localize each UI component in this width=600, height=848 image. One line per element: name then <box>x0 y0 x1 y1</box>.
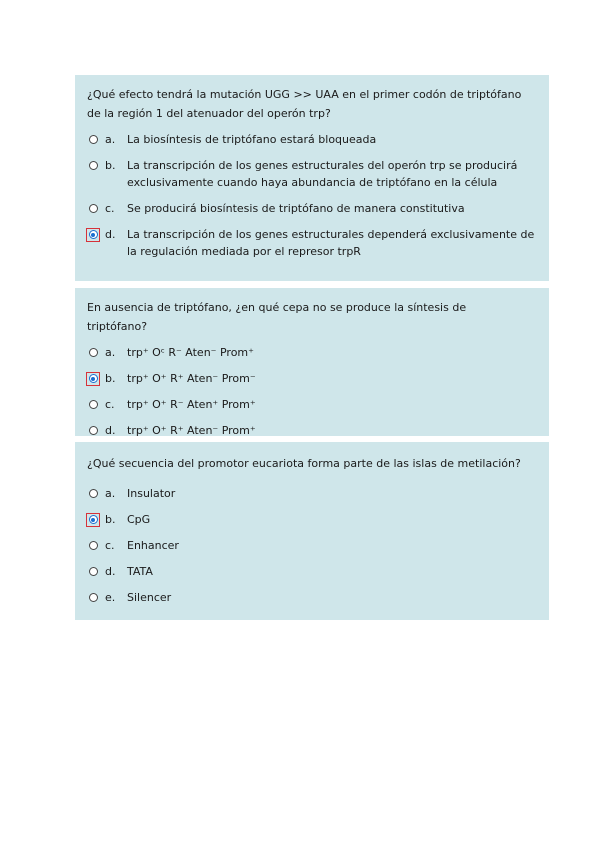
option-text: La transcripción de los genes estructurales dependerá exclusivamente de la regulación mediada por el represor trpR <box>127 228 535 258</box>
answer-option-e[interactable] <box>87 589 537 606</box>
radio-button-selected[interactable] <box>89 515 98 524</box>
answer-option-a[interactable] <box>87 485 537 502</box>
option-text: trp⁺ O⁺ R⁺ Aten⁻ Prom⁺ <box>127 424 256 437</box>
option-letter: d. <box>105 424 116 437</box>
question-text: ¿Qué efecto tendrá la mutación UGG >> UAA en el primer codón de triptófano de la región 1 del atenuador del operón trp? <box>87 88 522 120</box>
answer-option-d[interactable] <box>87 563 537 580</box>
radio-button[interactable] <box>89 541 98 550</box>
radio-button[interactable] <box>89 400 98 409</box>
option-letter: d. <box>105 565 116 578</box>
answer-option-d[interactable] <box>87 422 537 439</box>
radio-button[interactable] <box>89 567 98 576</box>
radio-button[interactable] <box>89 135 98 144</box>
option-letter: b. <box>105 513 116 526</box>
answer-option-c[interactable] <box>87 396 537 413</box>
option-text: Se producirá biosíntesis de triptófano de manera constitutiva <box>127 202 465 215</box>
radio-button-selected[interactable] <box>89 230 98 239</box>
option-text: La biosíntesis de triptófano estará bloqueada <box>127 133 377 146</box>
question-text: En ausencia de triptófano, ¿en qué cepa no se produce la síntesis de triptófano? <box>87 301 467 333</box>
radio-button[interactable] <box>89 161 98 170</box>
option-letter: a. <box>105 133 116 146</box>
option-text: trp⁺ O⁺ R⁻ Aten⁺ Prom⁺ <box>127 398 256 411</box>
answer-option-c[interactable] <box>87 200 537 217</box>
answer-option-c[interactable] <box>87 537 537 554</box>
radio-button-selected[interactable] <box>89 374 98 383</box>
selected-highlight <box>86 513 100 527</box>
radio-button[interactable] <box>89 348 98 357</box>
question-text: ¿Qué secuencia del promotor eucariota forma parte de las islas de metilación? <box>87 457 521 470</box>
radio-button[interactable] <box>89 204 98 213</box>
option-text: TATA <box>127 565 153 578</box>
radio-button[interactable] <box>89 426 98 435</box>
option-letter: c. <box>105 202 115 215</box>
answer-option-b[interactable] <box>87 370 537 387</box>
question-card-3 <box>75 442 549 620</box>
radio-button[interactable] <box>89 489 98 498</box>
option-text: La transcripción de los genes estructurales del operón trp se producirá exclusivamente cuando haya abundancia de triptófano en la célula <box>127 159 518 189</box>
answer-option-b[interactable] <box>87 157 537 191</box>
option-text: Enhancer <box>127 539 179 552</box>
selected-highlight <box>86 372 100 386</box>
answer-option-d[interactable] <box>87 226 537 260</box>
selected-highlight <box>86 228 100 242</box>
answer-option-a[interactable] <box>87 131 537 148</box>
option-letter: c. <box>105 539 115 552</box>
option-text: CpG <box>127 513 151 526</box>
answer-option-b[interactable] <box>87 511 537 528</box>
option-letter: c. <box>105 398 115 411</box>
option-text: Insulator <box>127 487 176 500</box>
option-letter: b. <box>105 372 116 385</box>
option-letter: a. <box>105 346 116 359</box>
answer-option-a[interactable] <box>87 344 537 361</box>
option-letter: a. <box>105 487 116 500</box>
question-card-2 <box>75 288 549 436</box>
option-text: trp⁺ Oᶜ R⁻ Aten⁻ Prom⁺ <box>127 346 254 359</box>
option-letter: b. <box>105 159 116 172</box>
radio-button[interactable] <box>89 593 98 602</box>
option-letter: d. <box>105 228 116 241</box>
option-text: trp⁺ O⁺ R⁺ Aten⁻ Prom⁻ <box>127 372 256 385</box>
option-text: Silencer <box>127 591 172 604</box>
question-card-1 <box>75 75 549 281</box>
option-letter: e. <box>105 591 116 604</box>
